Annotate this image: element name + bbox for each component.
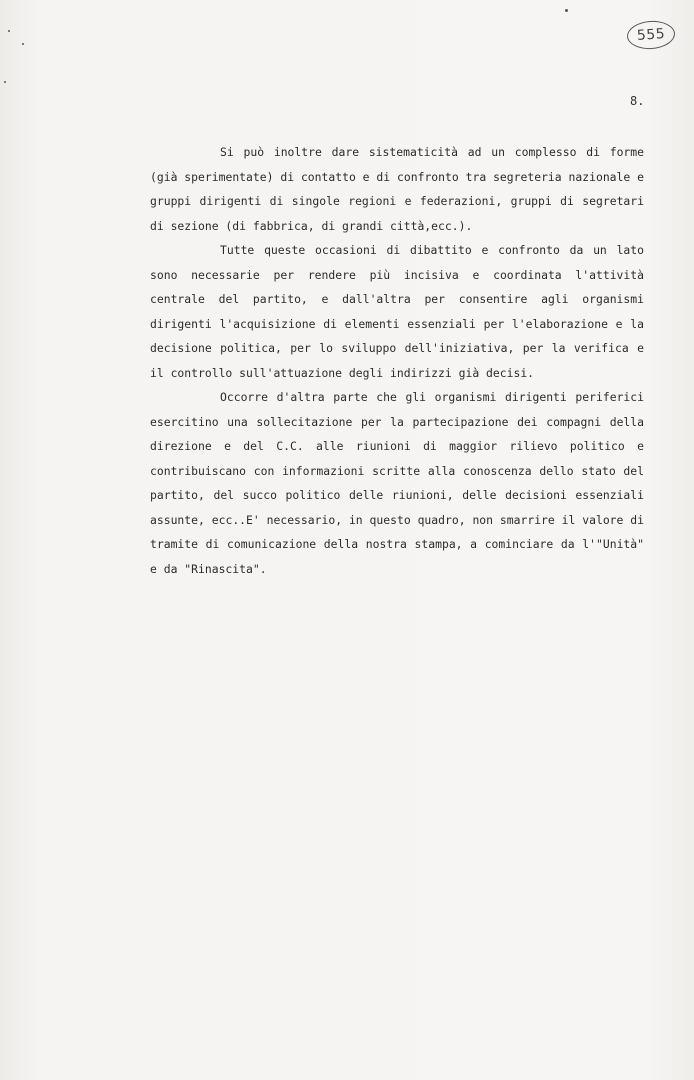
paragraph: Si può inoltre dare sistematicità ad un complesso di forme (già sperimentate) di contatto e di confronto tra segreteria nazionale e gruppi dirigenti di singole regioni e federazioni, gruppi di segretari di sezione (di fabbrica, di grandi città,ecc.). <box>150 145 644 233</box>
paper-speck <box>565 9 568 12</box>
paper-speck <box>8 30 10 32</box>
paragraph: Occorre d'altra parte che gli organismi dirigenti periferici esercitino una sollecitazione per la partecipazione dei compagni della direzione e del C.C. alle riunioni di maggior rilievo politico e contribuiscano con informazioni scritte alla conoscenza dello stato del partito, del succo politico delle riunioni, delle decisioni essenziali assunte, ecc..E' necessario, in questo quadro, non smarrire il valore di tramite di comunicazione della nostra stampa, a cominciare da l'"Unità" e da "Rinascita". <box>150 390 644 576</box>
paper-speck <box>4 81 6 83</box>
page-number: 8. <box>630 94 645 108</box>
paragraph: Tutte queste occasioni di dibattito e confronto da un lato sono necessarie per rendere più incisiva e coordinata l'attività centrale del partito, e dall'altra per consentire agli organismi dirigenti l'acquisizione di elementi essenziali per l'elaborazione e la decisione politica, per lo sviluppo dell'iniziativa, per la verifica e il controllo sull'attuazione degli indirizzi già decisi. <box>150 243 644 380</box>
paper-speck <box>22 43 24 45</box>
archive-stamp: 555 <box>626 19 676 50</box>
body-text <box>150 140 644 581</box>
